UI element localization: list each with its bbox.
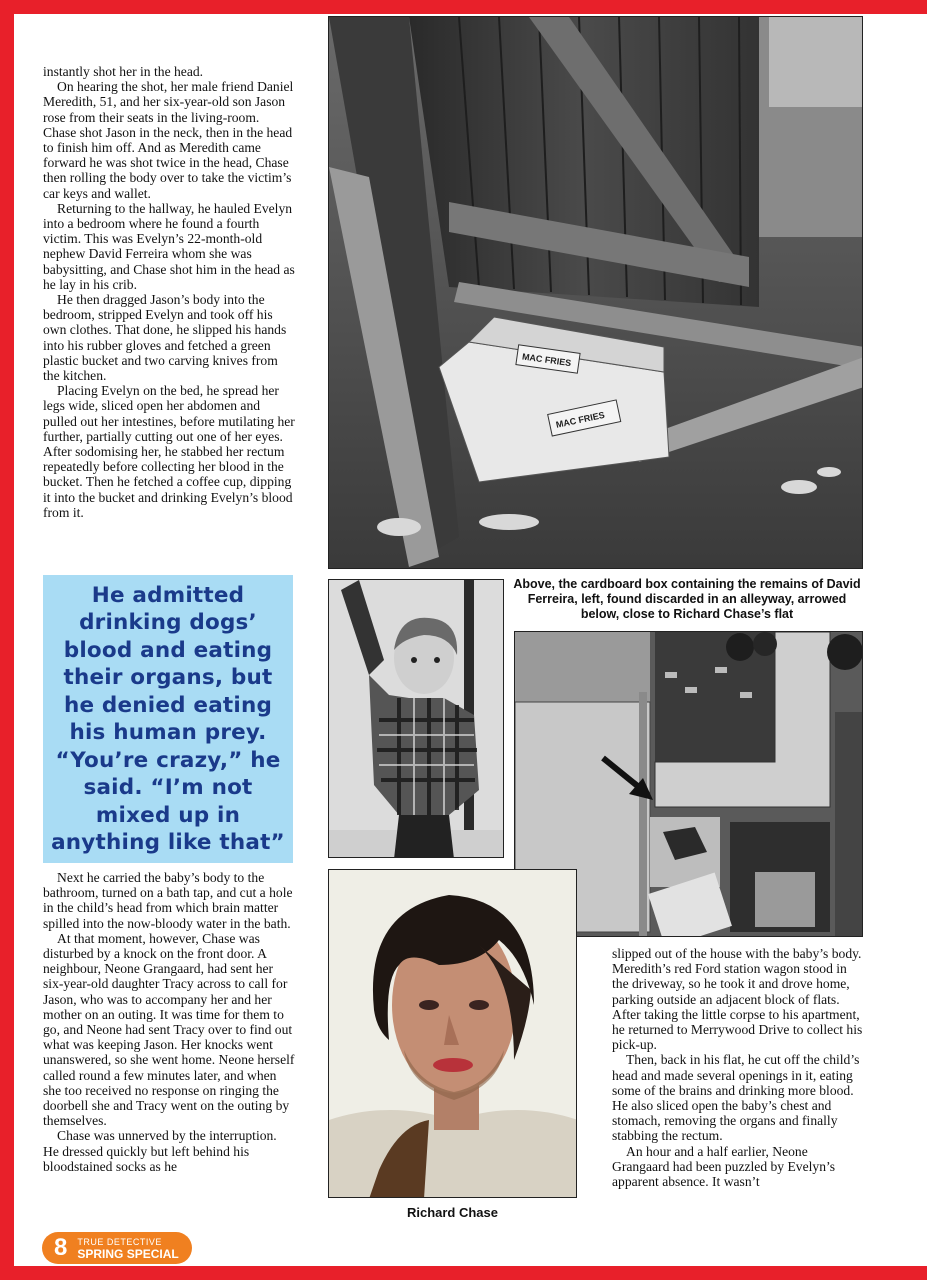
pull-quote-text: He admitted drinking dogs’ blood and eating their organs, but he denied eating his human prey. “You’re crazy,” he said. “I’m not mixed up in anything like that” [51, 582, 285, 855]
paragraph: Placing Evelyn on the bed, he spread her legs wide, sliced open her abdomen and pulled out her intestines, before mutilating her further, partially cutting out one of her eyes. After sodomising her, he stabbed her rectum repeatedly before collecting her blood in the bucket. Then he fetched a coffee cup, dipping it into the bucket and drinking Evelyn’s blood from it. [43, 383, 295, 520]
caption-portrait: Richard Chase [406, 1205, 499, 1220]
page-footer-badge [42, 1232, 192, 1264]
pull-quote [43, 575, 293, 863]
article-column-left-bottom [43, 870, 295, 1174]
magazine-name: TRUE DETECTIVE [77, 1237, 162, 1247]
photo-baby-david-ferreira [328, 579, 504, 858]
baby-photo-illustration [329, 580, 504, 858]
box-label-1: MAC FRIES [521, 351, 572, 369]
paragraph: slipped out of the house with the baby’s body. Meredith’s red Ford station wagon stood in the driveway, so he took it and drove home, parking outside an adjacent block of flats. After taking the little corpse to his apartment, he returned to Merrywood Drive to collect his pick-up. [612, 946, 863, 1053]
portrait-illustration [329, 870, 577, 1198]
photo-cardboard-box-scene [328, 16, 863, 569]
box-scene-illustration [329, 17, 863, 569]
box-label-2: MAC FRIES [555, 409, 606, 430]
paragraph: instantly shot her in the head. [43, 64, 204, 79]
article-column-right [612, 946, 864, 1189]
magazine-page [14, 14, 927, 1266]
photo-richard-chase [328, 869, 577, 1198]
page-number: 8 [54, 1234, 68, 1261]
article-column-left-top [43, 64, 295, 520]
paragraph: He then dragged Jason’s body into the bedroom, stripped Evelyn and took off his own clothes. That done, he slipped his hands into his rubber gloves and fetched a green plastic bucket and two carving knives from the kitchen. [43, 292, 287, 384]
issue-name: SPRING SPECIAL [77, 1247, 179, 1261]
paragraph: An hour and a half earlier, Neone Grangaard had been puzzled by Evelyn’s apparent absence. It wasn’t [612, 1143, 836, 1190]
paragraph: Returning to the hallway, he hauled Evelyn into a bedroom where he found a fourth victim. This was Evelyn’s 22-month-old nephew David Ferreira whom she was babysitting, and Chase shot him in the head as he lay in his crib. [43, 200, 295, 292]
paragraph: Next he carried the baby’s body to the bathroom, turned on a bath tap, and cut a hole in the child’s head from which brain matter spilled into the now-bloody water in the bath. [43, 870, 293, 931]
paragraph: Chase was unnerved by the interruption. He dressed quickly but left behind his bloodstained socks as he [43, 1128, 277, 1174]
caption-box: Above, the cardboard box containing the remains of David Ferreira, left, found discarded in an alleyway, arrowed below, close to Richard Chase’s flat [513, 577, 861, 621]
paragraph: On hearing the shot, her male friend Daniel Meredith, 51, and her six-year-old son Jason rose from their seats in the living-room. Chase shot Jason in the neck, then in the head to finish him off. And as Meredith came forward he was shot twice in the head, Chase then rolling the body over to take the victim’s car keys and wallet. [43, 79, 294, 201]
paragraph: Then, back in his flat, he cut off the child’s head and made several openings in it, eating some of the brains and drinking more blood. He also sliced open the baby’s chest and stomach, removing the organs and finally stabbing the rectum. [612, 1052, 860, 1144]
paragraph: At that moment, however, Chase was disturbed by a knock on the front door. A neighbour, Neone Grangaard, had sent her six-year-old daughter Tracy across to call for Jason, who was to accompany her and her mother on an outing. It was time for them to go, and Neone had sent Tracy over to find out what was keeping Jason. Her knocks went unanswered, so she went home. Neone herself called round a few minutes later, and when she too received no response on ringing the doorbell she and Tracy went on the outing by themselves. [43, 930, 295, 1129]
